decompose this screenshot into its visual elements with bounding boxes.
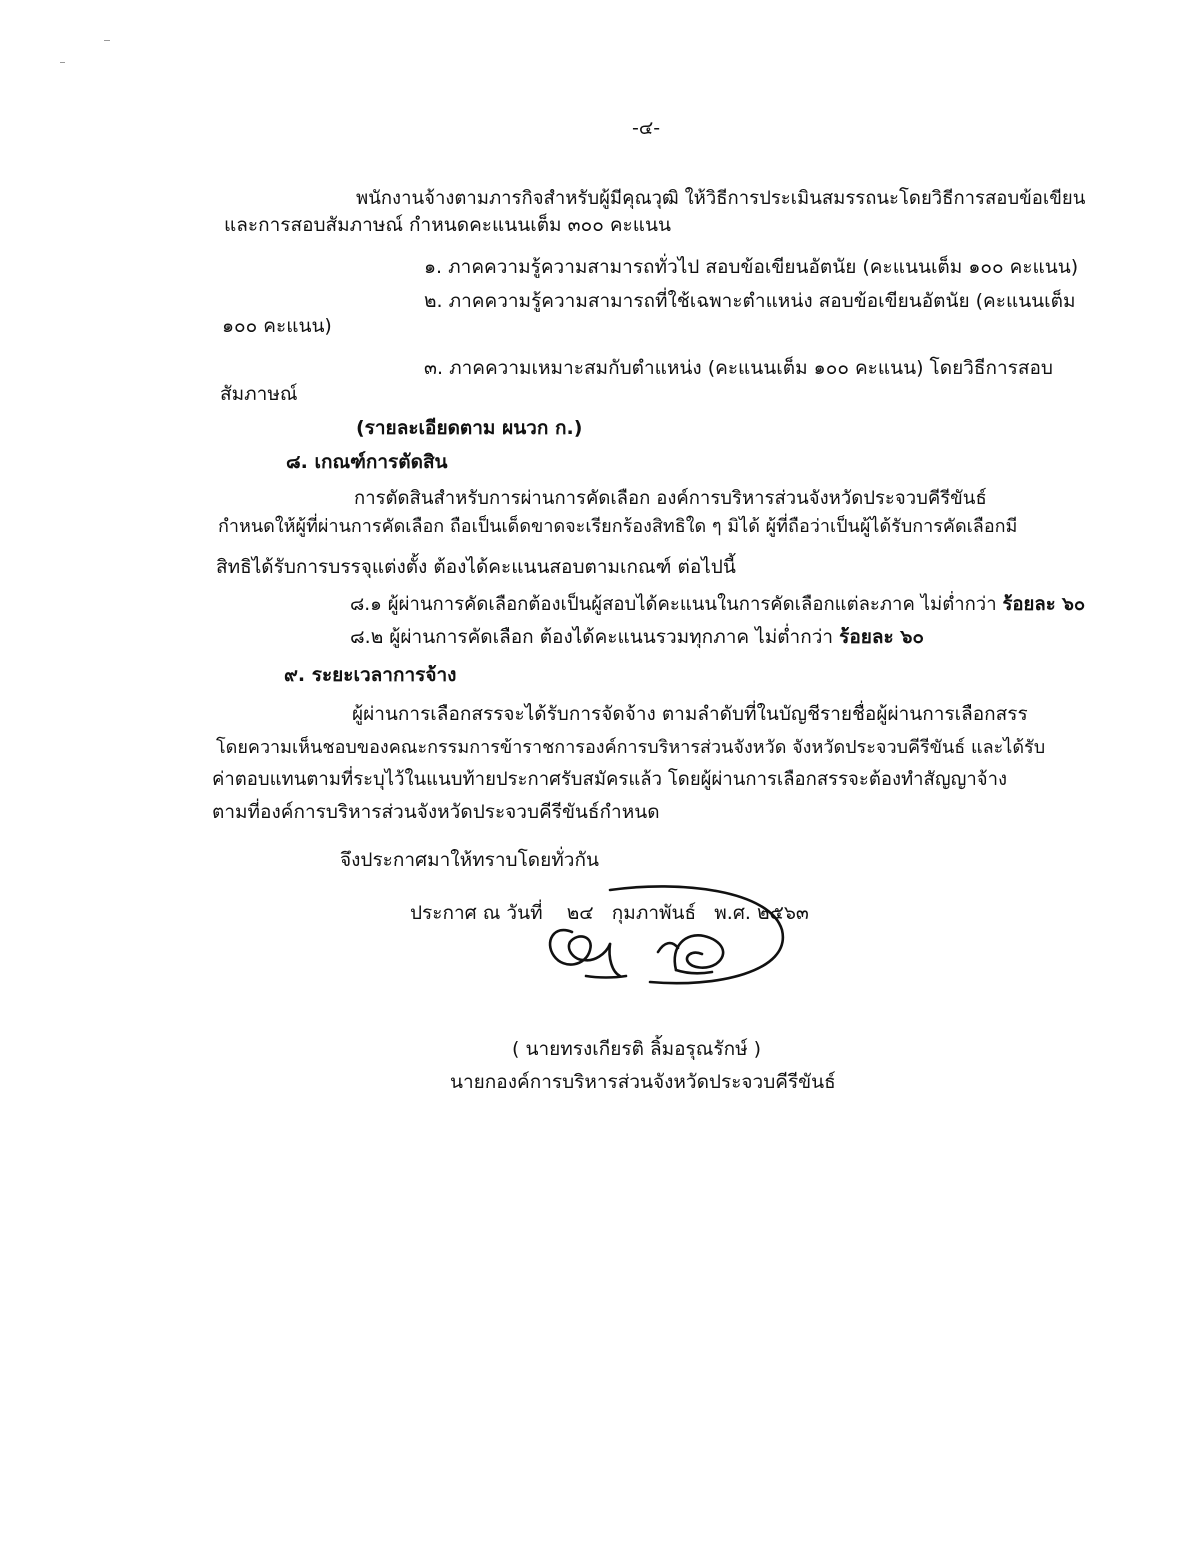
section-9-line-2: โดยความเห็นชอบของคณะกรรมการข้าราชการองค์การบริหารส่วนจังหวัด จังหวัดประจวบคีรีขันธ์ และได้รับ bbox=[216, 737, 1046, 758]
item-2-text: ๘.๒ ผู้ผ่านการคัดเลือก ต้องได้คะแนนรวมทุกภาค ไม่ต่ำกว่า bbox=[350, 626, 840, 648]
part-2: ๒. ภาคความรู้ความสามารถที่ใช้เฉพาะตำแหน่ง สอบข้อเขียนอัตนัย (คะแนนเต็ม bbox=[424, 290, 1076, 312]
intro-line-1: พนักงานจ้างตามภารกิจสำหรับผู้มีคุณวุฒิ ให้วิธีการประเมินสมรรถนะโดยวิธีการสอบข้อเขียน bbox=[356, 188, 1086, 209]
date-month: กุมภาพันธ์ bbox=[611, 902, 697, 924]
section-8-item-2 bbox=[350, 625, 924, 649]
signer-title: นายกองค์การบริหารส่วนจังหวัดประจวบคีรีขันธ์ bbox=[450, 1071, 836, 1093]
section-8-para-line-3: สิทธิได้รับการบรรจุแต่งตั้ง ต้องได้คะแนนสอบตามเกณฑ์ ต่อไปนี้ bbox=[216, 556, 736, 578]
item-1-threshold: ร้อยละ ๖๐ bbox=[1002, 594, 1086, 615]
section-9-line-1: ผู้ผ่านการเลือกสรรจะได้รับการจัดจ้าง ตามลำดับที่ในบัญชีรายชื่อผู้ผ่านการเลือกสรร bbox=[352, 703, 1028, 725]
section-8-para-line-1: การตัดสินสำหรับการผ่านการคัดเลือก องค์การบริหารส่วนจังหวัดประจวบคีรีขันธ์ bbox=[354, 488, 987, 509]
section-8-para-line-2: กำหนดให้ผู้ที่ผ่านการคัดเลือก ถือเป็นเด็ดขาดจะเรียกร้องสิทธิใด ๆ มิได้ ผู้ที่ถือว่าเป็นผู้ได้รับการคัดเลือกมี bbox=[218, 516, 1018, 537]
part-1: ๑. ภาคความรู้ความสามารถทั่วไป สอบข้อเขียนอัตนัย (คะแนนเต็ม ๑๐๐ คะแนน) bbox=[424, 256, 1079, 278]
intro-line-2: และการสอบสัมภาษณ์ กำหนดคะแนนเต็ม ๓๐๐ คะแนน bbox=[224, 214, 671, 236]
section-9-line-3: ค่าตอบแทนตามที่ระบุไว้ในแนบท้ายประกาศรับสมัครแล้ว โดยผู้ผ่านการเลือกสรรจะต้องทำสัญญาจ้าง bbox=[212, 769, 1008, 790]
signer-name: ( นายทรงเกียรติ ลิ้มอรุณรักษ์ ) bbox=[512, 1038, 762, 1060]
date-prefix: ประกาศ ณ วันที่ bbox=[410, 902, 543, 924]
handwritten-signature bbox=[540, 880, 790, 990]
date-year: พ.ศ. ๒๕๖๓ bbox=[714, 902, 809, 924]
part-2-continued: ๑๐๐ คะแนน) bbox=[222, 315, 332, 337]
page-number: -๔- bbox=[632, 117, 661, 139]
item-1-text: ๘.๑ ผู้ผ่านการคัดเลือกต้องเป็นผู้สอบได้คะแนนในการคัดเลือกแต่ละภาค ไม่ต่ำกว่า bbox=[350, 594, 1003, 615]
section-9-heading: ๙. ระยะเวลาการจ้าง bbox=[284, 664, 457, 686]
section-8-heading: ๘. เกณฑ์การตัดสิน bbox=[286, 451, 448, 473]
part-3-continued: สัมภาษณ์ bbox=[220, 383, 298, 405]
section-8-item-1 bbox=[350, 593, 1085, 617]
closing-statement: จึงประกาศมาให้ทราบโดยทั่วกัน bbox=[340, 849, 599, 871]
part-3: ๓. ภาคความเหมาะสมกับตำแหน่ง (คะแนนเต็ม ๑๐๐ คะแนน) โดยวิธีการสอบ bbox=[424, 357, 1053, 379]
date-day: ๒๔ bbox=[566, 902, 594, 924]
details-note: (รายละเอียดตาม ผนวก ก.) bbox=[356, 417, 583, 439]
item-2-threshold: ร้อยละ ๖๐ bbox=[839, 626, 924, 648]
section-9-line-4: ตามที่องค์การบริหารส่วนจังหวัดประจวบคีรีขันธ์กำหนด bbox=[212, 801, 660, 823]
